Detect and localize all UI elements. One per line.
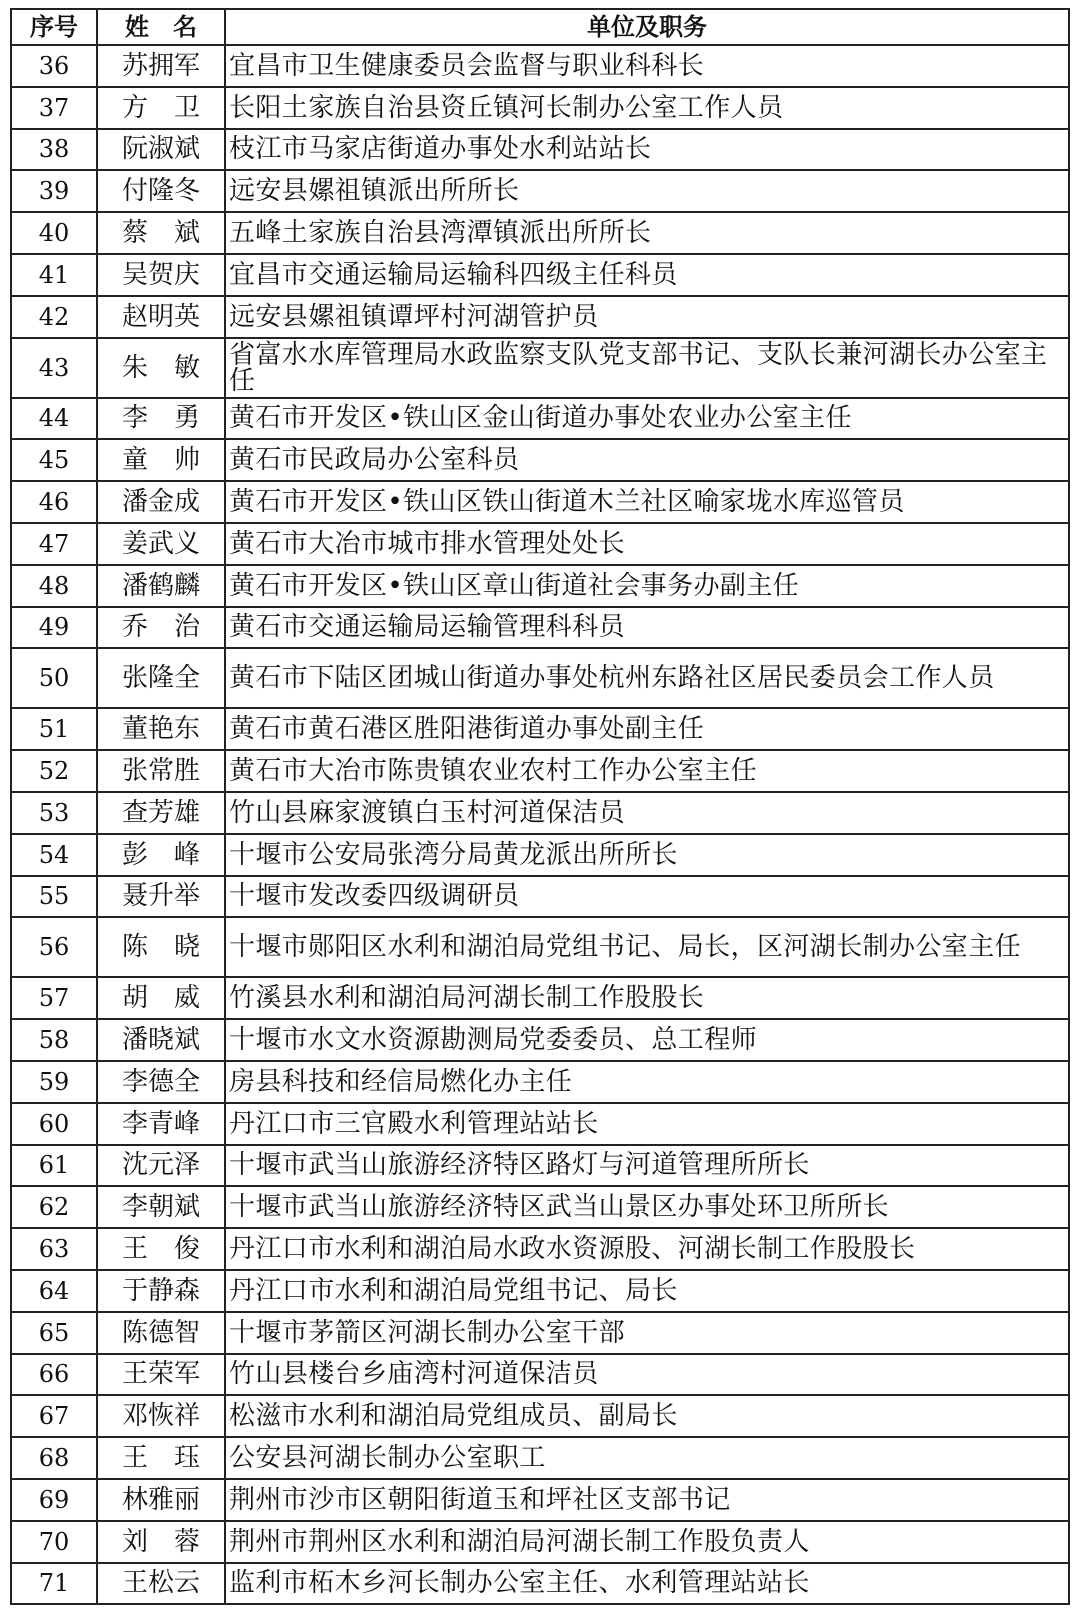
table-row	[11, 607, 1069, 649]
table-row	[11, 1019, 1069, 1061]
table-row	[11, 296, 1069, 338]
row-position: 荆州市沙市区朝阳街道玉和坪社区支部书记	[225, 1479, 1069, 1521]
table-row	[11, 254, 1069, 296]
row-position: 黄石市大冶市陈贵镇农业农村工作办公室主任	[225, 750, 1069, 792]
row-number: 39	[11, 170, 97, 212]
row-name: 王松云	[97, 1563, 225, 1605]
row-number: 50	[11, 648, 97, 708]
row-name: 潘鹤麟	[97, 565, 225, 607]
row-name: 阮淑斌	[97, 129, 225, 171]
table-row	[11, 87, 1069, 129]
row-name: 付隆冬	[97, 170, 225, 212]
row-position: 五峰土家族自治县湾潭镇派出所所长	[225, 212, 1069, 254]
header-number: 序号	[11, 9, 97, 45]
row-name: 李 勇	[97, 398, 225, 440]
row-position: 房县科技和经信局燃化办主任	[225, 1061, 1069, 1103]
table-row	[11, 212, 1069, 254]
row-name: 赵明英	[97, 296, 225, 338]
row-number: 43	[11, 338, 97, 398]
personnel-table	[10, 8, 1070, 1605]
row-position: 松滋市水利和湖泊局党组成员、副局长	[225, 1395, 1069, 1437]
row-number: 59	[11, 1061, 97, 1103]
row-number: 53	[11, 792, 97, 834]
row-number: 49	[11, 607, 97, 649]
row-name: 乔 治	[97, 607, 225, 649]
row-name: 王 俊	[97, 1228, 225, 1270]
row-position: 竹山县楼台乡庙湾村河道保洁员	[225, 1354, 1069, 1396]
row-name: 王荣军	[97, 1354, 225, 1396]
row-number: 42	[11, 296, 97, 338]
table-body	[11, 45, 1069, 1604]
row-position: 长阳土家族自治县资丘镇河长制办公室工作人员	[225, 87, 1069, 129]
row-name: 查芳雄	[97, 792, 225, 834]
row-number: 62	[11, 1186, 97, 1228]
table-row	[11, 129, 1069, 171]
row-number: 68	[11, 1437, 97, 1479]
table-row	[11, 398, 1069, 440]
row-name: 于静森	[97, 1270, 225, 1312]
row-position: 远安县嫘祖镇谭坪村河湖管护员	[225, 296, 1069, 338]
row-position: 黄石市开发区•铁山区章山街道社会事务办副主任	[225, 565, 1069, 607]
row-number: 41	[11, 254, 97, 296]
row-name: 张常胜	[97, 750, 225, 792]
row-number: 60	[11, 1103, 97, 1145]
table-row	[11, 876, 1069, 918]
table-row	[11, 977, 1069, 1019]
row-number: 45	[11, 439, 97, 481]
row-position: 黄石市交通运输局运输管理科科员	[225, 607, 1069, 649]
table-row	[11, 708, 1069, 750]
row-number: 38	[11, 129, 97, 171]
row-number: 48	[11, 565, 97, 607]
table-row	[11, 45, 1069, 87]
table-row	[11, 1186, 1069, 1228]
row-position: 黄石市大冶市城市排水管理处处长	[225, 523, 1069, 565]
table-row	[11, 750, 1069, 792]
table-row	[11, 338, 1069, 398]
row-number: 65	[11, 1312, 97, 1354]
table-row	[11, 1312, 1069, 1354]
row-number: 47	[11, 523, 97, 565]
row-number: 57	[11, 977, 97, 1019]
row-name: 李德全	[97, 1061, 225, 1103]
row-name: 王 珏	[97, 1437, 225, 1479]
row-name: 林雅丽	[97, 1479, 225, 1521]
row-name: 童 帅	[97, 439, 225, 481]
row-name: 胡 威	[97, 977, 225, 1019]
table-row	[11, 481, 1069, 523]
row-number: 54	[11, 834, 97, 876]
row-position: 监利市柘木乡河长制办公室主任、水利管理站站长	[225, 1563, 1069, 1605]
table-row	[11, 170, 1069, 212]
table-header-row	[11, 9, 1069, 45]
table-row	[11, 792, 1069, 834]
row-name: 姜武义	[97, 523, 225, 565]
row-name: 潘晓斌	[97, 1019, 225, 1061]
row-number: 51	[11, 708, 97, 750]
row-position: 省富水水库管理局水政监察支队党支部书记、支队长兼河湖长办公室主任	[225, 338, 1069, 398]
row-number: 44	[11, 398, 97, 440]
table-row	[11, 1521, 1069, 1563]
row-position: 黄石市开发区•铁山区铁山街道木兰社区喻家垅水库巡管员	[225, 481, 1069, 523]
row-position: 宜昌市卫生健康委员会监督与职业科科长	[225, 45, 1069, 87]
table-row	[11, 439, 1069, 481]
row-name: 蔡 斌	[97, 212, 225, 254]
row-name: 吴贺庆	[97, 254, 225, 296]
row-position: 竹山县麻家渡镇白玉村河道保洁员	[225, 792, 1069, 834]
header-position: 单位及职务	[225, 9, 1069, 45]
row-position: 丹江口市水利和湖泊局党组书记、局长	[225, 1270, 1069, 1312]
row-number: 37	[11, 87, 97, 129]
row-name: 董艳东	[97, 708, 225, 750]
row-number: 71	[11, 1563, 97, 1605]
row-number: 67	[11, 1395, 97, 1437]
row-position: 丹江口市水利和湖泊局水政水资源股、河湖长制工作股股长	[225, 1228, 1069, 1270]
row-name: 李青峰	[97, 1103, 225, 1145]
row-position: 黄石市开发区•铁山区金山街道办事处农业办公室主任	[225, 398, 1069, 440]
table-row	[11, 1145, 1069, 1187]
row-number: 63	[11, 1228, 97, 1270]
table-row	[11, 1354, 1069, 1396]
row-position: 十堰市公安局张湾分局黄龙派出所所长	[225, 834, 1069, 876]
row-position: 十堰市武当山旅游经济特区路灯与河道管理所所长	[225, 1145, 1069, 1187]
row-name: 苏拥军	[97, 45, 225, 87]
row-name: 朱 敏	[97, 338, 225, 398]
row-name: 刘 蓉	[97, 1521, 225, 1563]
table-row	[11, 1395, 1069, 1437]
row-name: 陈德智	[97, 1312, 225, 1354]
row-number: 61	[11, 1145, 97, 1187]
header-name: 姓 名	[97, 9, 225, 45]
row-number: 46	[11, 481, 97, 523]
table-row	[11, 1061, 1069, 1103]
row-number: 66	[11, 1354, 97, 1396]
row-number: 56	[11, 917, 97, 977]
table-row	[11, 1563, 1069, 1605]
row-position: 十堰市水文水资源勘测局党委委员、总工程师	[225, 1019, 1069, 1061]
table-row	[11, 917, 1069, 977]
table-row	[11, 648, 1069, 708]
table-row	[11, 1437, 1069, 1479]
row-position: 十堰市郧阳区水利和湖泊局党组书记、局长，区河湖长制办公室主任	[225, 917, 1069, 977]
table-row	[11, 523, 1069, 565]
row-number: 64	[11, 1270, 97, 1312]
row-position: 十堰市茅箭区河湖长制办公室干部	[225, 1312, 1069, 1354]
row-position: 黄石市民政局办公室科员	[225, 439, 1069, 481]
row-number: 58	[11, 1019, 97, 1061]
row-number: 55	[11, 876, 97, 918]
row-name: 李朝斌	[97, 1186, 225, 1228]
table-row	[11, 1479, 1069, 1521]
row-position: 丹江口市三官殿水利管理站站长	[225, 1103, 1069, 1145]
row-position: 十堰市武当山旅游经济特区武当山景区办事处环卫所所长	[225, 1186, 1069, 1228]
table-row	[11, 1228, 1069, 1270]
row-position: 黄石市下陆区团城山街道办事处杭州东路社区居民委员会工作人员	[225, 648, 1069, 708]
row-name: 沈元泽	[97, 1145, 225, 1187]
row-name: 邓恢祥	[97, 1395, 225, 1437]
row-number: 40	[11, 212, 97, 254]
row-name: 聂升举	[97, 876, 225, 918]
row-name: 潘金成	[97, 481, 225, 523]
row-position: 公安县河湖长制办公室职工	[225, 1437, 1069, 1479]
table-row	[11, 1103, 1069, 1145]
row-number: 36	[11, 45, 97, 87]
row-position: 远安县嫘祖镇派出所所长	[225, 170, 1069, 212]
row-name: 彭 峰	[97, 834, 225, 876]
table-row	[11, 834, 1069, 876]
row-number: 70	[11, 1521, 97, 1563]
row-position: 宜昌市交通运输局运输科四级主任科员	[225, 254, 1069, 296]
row-position: 竹溪县水利和湖泊局河湖长制工作股股长	[225, 977, 1069, 1019]
table-row	[11, 1270, 1069, 1312]
row-number: 69	[11, 1479, 97, 1521]
row-name: 方 卫	[97, 87, 225, 129]
row-name: 陈 晓	[97, 917, 225, 977]
row-position: 十堰市发改委四级调研员	[225, 876, 1069, 918]
row-position: 黄石市黄石港区胜阳港街道办事处副主任	[225, 708, 1069, 750]
table-row	[11, 565, 1069, 607]
row-number: 52	[11, 750, 97, 792]
row-position: 枝江市马家店街道办事处水利站站长	[225, 129, 1069, 171]
row-name: 张隆全	[97, 648, 225, 708]
row-position: 荆州市荆州区水利和湖泊局河湖长制工作股负责人	[225, 1521, 1069, 1563]
